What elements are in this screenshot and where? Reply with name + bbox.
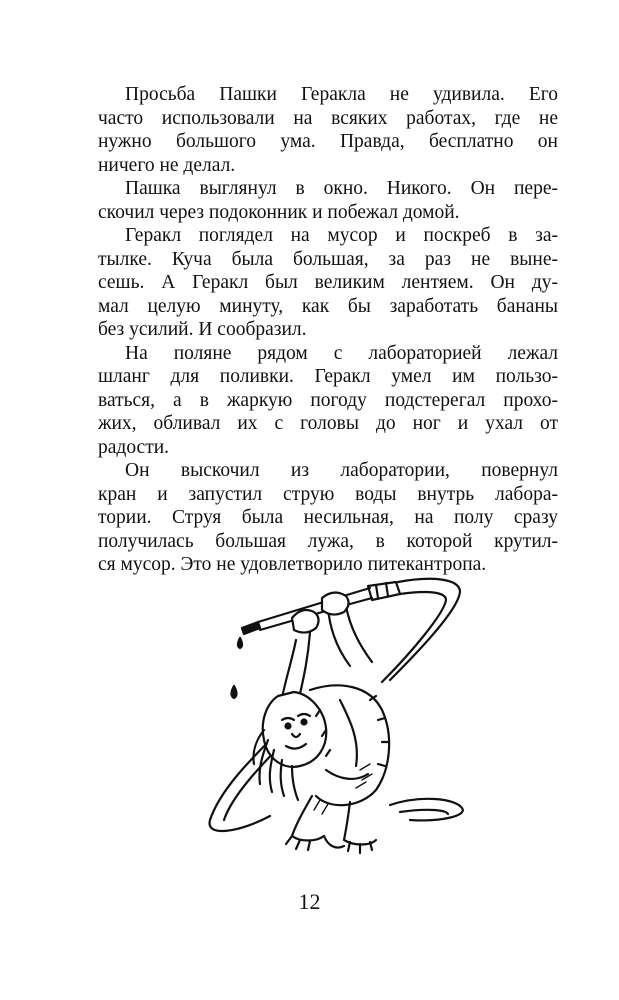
text-line: шланг для поливки. Геракл умел им пользо- [98,366,558,387]
text-line: Он выскочил из лаборатории, повернул [125,460,558,481]
text-line: радости. [98,436,170,458]
text-line: скочил через подоконник и побежал домой. [98,201,460,223]
text-line: получилась большая лужа, в которой крутил- [98,530,558,552]
text-line: ничего не делал. [98,154,236,176]
text-line: сешь. А Геракл был великим лентяем. Он ду- [98,272,558,293]
text-line: нужно большого ума. Правда, бесплатно он [98,131,558,152]
text-line: кран и запустил струю воды внутрь лабора- [98,483,558,505]
body-text [98,83,558,577]
text-line: Геракл поглядел на мусор и поскреб в за- [125,225,558,246]
text-line: мал целую минуту, как бы заработать бананы [98,295,558,317]
text-line: ваться, а в жаркую погоду подстерегал прохо- [98,389,558,411]
text-line: часто использовали на всяких работах, где не [98,107,558,129]
text-line: тылке. Куча была большая, за раз не выне- [98,248,558,270]
text-line: Пашка выглянул в окно. Никого. Он пере- [125,178,558,199]
text-line: без усилий. И сообразил. [98,319,307,340]
text-line: жих, обливал их с головы до ног и ухал от [98,413,558,434]
text-line: Просьба Пашки Геракла не удивила. Его [125,84,558,105]
ape-with-hose-drawing [200,570,480,870]
text-line: тории. Струя была несильная, на полу сразу [98,507,558,528]
page-number: 12 [298,889,321,914]
text-line: На поляне рядом с лабораторией лежал [125,342,558,364]
text-line: ся мусор. Это не удовлетворило питекантропа. [98,554,487,575]
